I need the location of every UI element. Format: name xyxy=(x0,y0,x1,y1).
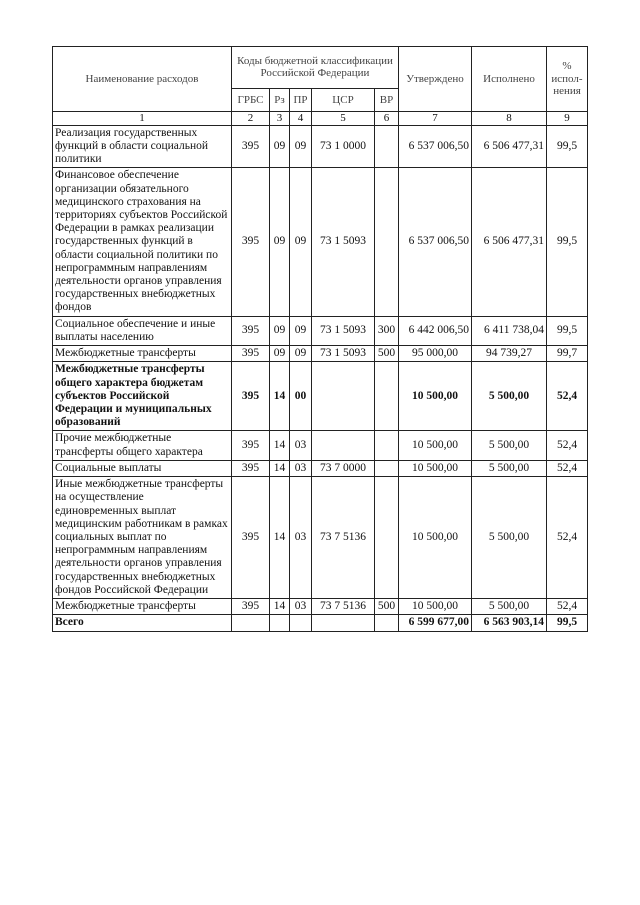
row-rz: 09 xyxy=(270,316,290,345)
column-number: 2 xyxy=(232,112,270,126)
row-approved: 10 500,00 xyxy=(399,599,472,615)
table-row xyxy=(53,477,588,599)
row-executed: 5 500,00 xyxy=(472,431,547,460)
row-rz: 14 xyxy=(270,599,290,615)
row-grbs: 395 xyxy=(232,460,270,476)
row-executed: 6 506 477,31 xyxy=(472,168,547,316)
row-grbs: 395 xyxy=(232,477,270,599)
row-csr: 73 7 0000 xyxy=(312,460,375,476)
row-grbs: 395 xyxy=(232,316,270,345)
row-rz: 14 xyxy=(270,362,290,431)
row-grbs: 395 xyxy=(232,346,270,362)
row-rz: 09 xyxy=(270,168,290,316)
table-row xyxy=(53,362,588,431)
row-percent: 52,4 xyxy=(547,431,588,460)
row-csr: 73 1 5093 xyxy=(312,168,375,316)
row-vr: 300 xyxy=(375,316,399,345)
row-vr xyxy=(375,460,399,476)
row-name: Прочие межбюджетные трансферты общего характера xyxy=(53,431,232,460)
row-vr: 500 xyxy=(375,599,399,615)
row-percent: 99,5 xyxy=(547,316,588,345)
row-grbs: 395 xyxy=(232,599,270,615)
header-grbs: ГРБС xyxy=(232,88,270,111)
row-vr xyxy=(375,362,399,431)
row-rz: 14 xyxy=(270,477,290,599)
row-approved: 6 442 006,50 xyxy=(399,316,472,345)
column-number: 4 xyxy=(290,112,312,126)
row-percent: 52,4 xyxy=(547,599,588,615)
row-csr: 73 1 0000 xyxy=(312,125,375,168)
header-csr: ЦСР xyxy=(312,88,375,111)
row-percent: 52,4 xyxy=(547,362,588,431)
header-percent: % испол-нения xyxy=(547,47,588,112)
table-row xyxy=(53,125,588,168)
row-approved: 95 000,00 xyxy=(399,346,472,362)
row-executed: 5 500,00 xyxy=(472,362,547,431)
row-percent: 99,7 xyxy=(547,346,588,362)
row-grbs: 395 xyxy=(232,125,270,168)
total-row xyxy=(53,615,588,631)
header-pr: ПР xyxy=(290,88,312,111)
row-pr: 09 xyxy=(290,168,312,316)
row-rz: 09 xyxy=(270,125,290,168)
row-approved: 10 500,00 xyxy=(399,460,472,476)
column-number: 7 xyxy=(399,112,472,126)
row-name: Межбюджетные трансферты xyxy=(53,599,232,615)
column-number: 8 xyxy=(472,112,547,126)
row-pr: 03 xyxy=(290,477,312,599)
row-rz: 14 xyxy=(270,431,290,460)
row-pr: 09 xyxy=(290,125,312,168)
row-csr: 73 7 5136 xyxy=(312,599,375,615)
row-pr: 00 xyxy=(290,362,312,431)
table-row xyxy=(53,460,588,476)
row-vr xyxy=(375,431,399,460)
total-executed: 6 563 903,14 xyxy=(472,615,547,631)
total-approved: 6 599 677,00 xyxy=(399,615,472,631)
row-pr: 03 xyxy=(290,599,312,615)
total-percent: 99,5 xyxy=(547,615,588,631)
row-name: Межбюджетные трансферты общего характера бюджетам субъектов Российской Федерации и муниципальных образований xyxy=(53,362,232,431)
row-csr: 73 1 5093 xyxy=(312,346,375,362)
row-name: Межбюджетные трансферты xyxy=(53,346,232,362)
row-name: Иные межбюджетные трансферты на осуществление единовременных выплат медицинским работникам в рамках социальных выплат по непрограммным направлениям деятельности органов управления государственных внебюджетных фондов Российской Федерации xyxy=(53,477,232,599)
row-approved: 6 537 006,50 xyxy=(399,125,472,168)
row-csr xyxy=(312,362,375,431)
total-empty-cell xyxy=(290,615,312,631)
total-empty-cell xyxy=(270,615,290,631)
column-number: 9 xyxy=(547,112,588,126)
header-name: Наименование расходов xyxy=(53,47,232,112)
row-csr: 73 7 5136 xyxy=(312,477,375,599)
row-csr: 73 1 5093 xyxy=(312,316,375,345)
table-row xyxy=(53,599,588,615)
header-approved: Утверждено xyxy=(399,47,472,112)
row-rz: 09 xyxy=(270,346,290,362)
row-executed: 94 739,27 xyxy=(472,346,547,362)
total-empty-cell xyxy=(312,615,375,631)
column-number: 5 xyxy=(312,112,375,126)
row-csr xyxy=(312,431,375,460)
row-percent: 99,5 xyxy=(547,168,588,316)
row-grbs: 395 xyxy=(232,362,270,431)
table-row xyxy=(53,431,588,460)
column-number-row xyxy=(53,112,588,126)
row-approved: 6 537 006,50 xyxy=(399,168,472,316)
row-vr xyxy=(375,125,399,168)
row-pr: 09 xyxy=(290,316,312,345)
column-number: 1 xyxy=(53,112,232,126)
total-empty-cell xyxy=(232,615,270,631)
header-rz: Рз xyxy=(270,88,290,111)
row-pr: 03 xyxy=(290,460,312,476)
header-executed: Исполнено xyxy=(472,47,547,112)
total-empty-cell xyxy=(375,615,399,631)
row-executed: 5 500,00 xyxy=(472,460,547,476)
row-pr: 03 xyxy=(290,431,312,460)
budget-table xyxy=(52,46,588,632)
row-name: Финансовое обеспечение организации обязательного медицинского страхования на территориях субъектов Российской Федерации в рамках реализации государственных функций в области социальной политики по непрограммным направлениям деятельности органов управления государственных внебюджетных фондов xyxy=(53,168,232,316)
row-rz: 14 xyxy=(270,460,290,476)
row-percent: 52,4 xyxy=(547,477,588,599)
column-number: 3 xyxy=(270,112,290,126)
row-name: Социальное обеспечение и иные выплаты населению xyxy=(53,316,232,345)
row-percent: 52,4 xyxy=(547,460,588,476)
header-vr: ВР xyxy=(375,88,399,111)
table-row xyxy=(53,316,588,345)
row-approved: 10 500,00 xyxy=(399,477,472,599)
row-approved: 10 500,00 xyxy=(399,431,472,460)
table-row xyxy=(53,168,588,316)
row-executed: 5 500,00 xyxy=(472,599,547,615)
row-name: Реализация государственных функций в области социальной политики xyxy=(53,125,232,168)
total-name: Всего xyxy=(53,615,232,631)
row-name: Социальные выплаты xyxy=(53,460,232,476)
column-number: 6 xyxy=(375,112,399,126)
row-vr xyxy=(375,477,399,599)
row-executed: 5 500,00 xyxy=(472,477,547,599)
row-approved: 10 500,00 xyxy=(399,362,472,431)
row-executed: 6 411 738,04 xyxy=(472,316,547,345)
row-pr: 09 xyxy=(290,346,312,362)
header-codes: Коды бюджетной классификации Российской Федерации xyxy=(232,47,399,89)
row-grbs: 395 xyxy=(232,431,270,460)
row-grbs: 395 xyxy=(232,168,270,316)
row-percent: 99,5 xyxy=(547,125,588,168)
row-executed: 6 506 477,31 xyxy=(472,125,547,168)
table-row xyxy=(53,346,588,362)
row-vr: 500 xyxy=(375,346,399,362)
row-vr xyxy=(375,168,399,316)
